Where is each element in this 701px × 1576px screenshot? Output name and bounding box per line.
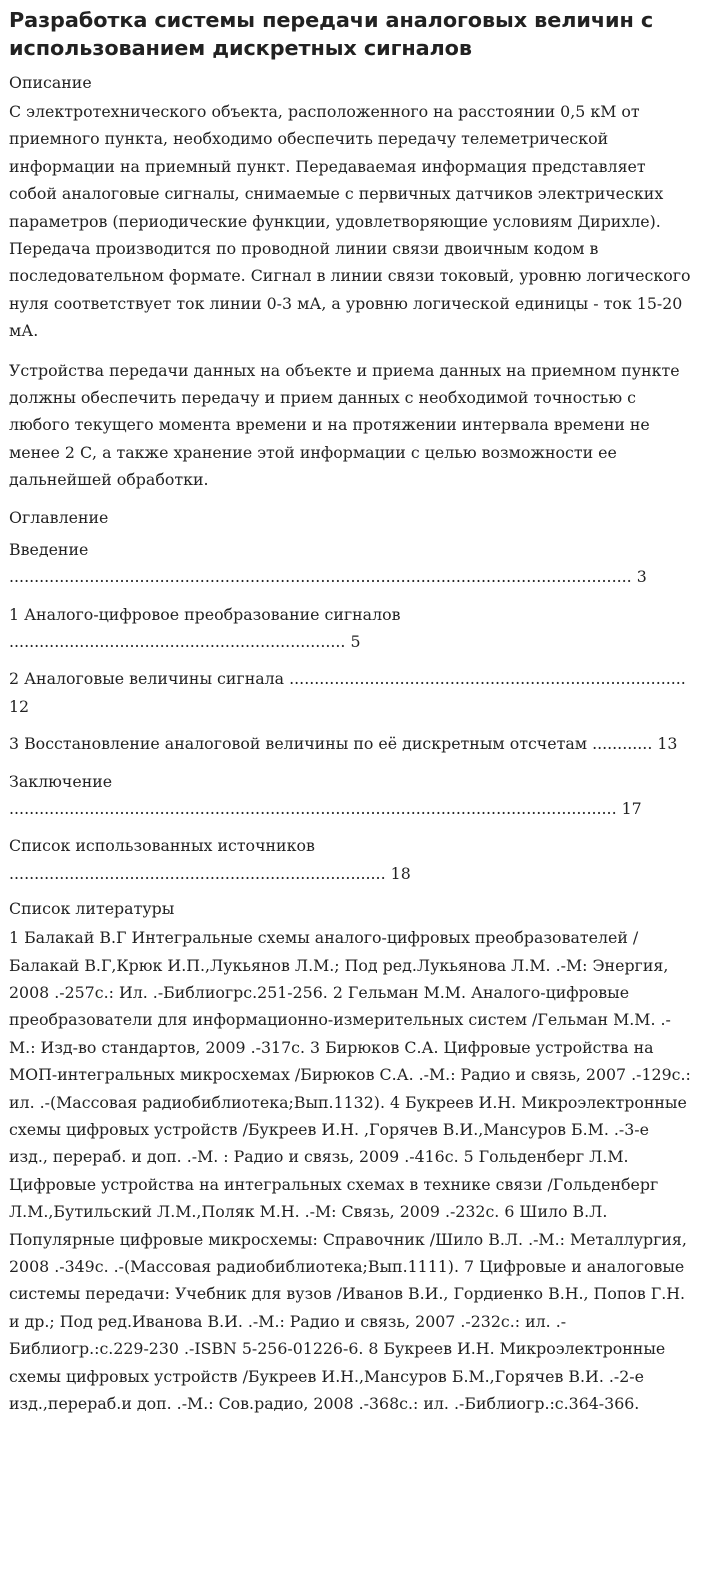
description-heading: Описание <box>9 73 92 92</box>
toc-entry-leader: ............................................................................................................................ <box>9 567 632 587</box>
description-paragraph: С электротехнического объекта, расположенного на расстоянии 0,5 кМ от приемного пункта, необходимо обеспечить передачу телеметрической информации на приемный пункт. Передаваемая информация представляет собой аналоговые сигналы, снимаемые с первичных датчиков электрических параметров (периодические функции, удовлетворяющие условиям Дирихле). Передача производится по проводной линии связи двоичным кодом в последовательном формате. Сигнал в линии связи токовый, уровню логического нуля соответствует ток линии 0-3 мА, а уровню логической единицы - ток 15-20 мА. <box>9 102 691 341</box>
literature-section <box>9 897 691 1417</box>
toc-entry-page: 17 <box>621 798 642 818</box>
toc-entry[interactable] <box>9 601 691 656</box>
toc-heading: Оглавление <box>9 507 109 527</box>
toc-entry-leader: ......................................................................................................................... <box>9 798 617 818</box>
toc-entry-page: 5 <box>350 631 361 651</box>
description-section <box>9 71 691 494</box>
toc-entry[interactable] <box>9 665 691 720</box>
toc-entry-leader: ............................................................................... <box>289 669 686 689</box>
toc-entry-page: 13 <box>657 734 678 754</box>
page-title: Разработка системы передачи аналоговых величин с использованием дискретных сигналов <box>9 8 654 60</box>
toc-entry[interactable] <box>9 768 691 823</box>
toc-entry-page: 3 <box>636 567 647 587</box>
toc-entry-label: 3 Восстановление аналоговой величины по её дискретным отсчетам <box>9 734 588 754</box>
toc-entry-leader: ................................................................... <box>9 631 346 651</box>
literature-heading: Список литературы <box>9 899 175 919</box>
toc-entry-label: Список использованных источников <box>9 836 315 856</box>
toc-entry[interactable] <box>9 832 691 887</box>
toc-entry-page: 18 <box>390 863 411 883</box>
toc-entry-label: Заключение <box>9 771 113 791</box>
literature-list: 1 Балакай В.Г Интегральные схемы аналого-цифровых преобразователей /Балакай В.Г,Крюк И.П.,Лукьянов Л.М.; Под ред.Лукьянова Л.М. .-М: Энергия, 2008 .-257с.: Ил. .-Библиогрс.251-256. 2 Гельман М.М. Аналого-цифровые преобразователи для информационно-измерительных систем /Гельман М.М. .-М.: Изд-во стандартов, 2009 .-317с. 3 Бирюков С.А. Цифровые устройства на МОП-интегральных микросхемах /Бирюков С.А. .-М.: Радио и связь, 2007 .-129с.: ил. .-(Массовая радиобиблиотека;Вып.1132). 4 Букреев И.Н. Микроэлектронные схемы цифровых устройств /Букреев И.Н. ,Горячев В.И.,Мансуров Б.М. .-3-е изд., перераб. и доп. .-М. : Радио и связь, 2009 .-416с. 5 Гольденберг Л.М. Цифровые устройства на интегральных схемах в технике связи /Гольденберг Л.М.,Бутильский Л.М.,Поляк М.Н. .-М: Связь, 2009 .-232с. 6 Шило В.Л. Популярные цифровые микросхемы: Справочник /Шило В.Л. .-М.: Металлургия, 2008 .-349с. .-(Массовая радиобиблиотека;Вып.1111). 7 Цифровые и аналоговые системы передачи: Учебник для вузов /Иванов В.И., Гордиенко В.Н., Попов Г.Н. и др.; Под ред.Иванова В.И. .-М.: Радио и связь, 2007 .-232с.: ил. .-Библиогр.:с.229-230 .-ISBN 5-256-01226-6. 8 Букреев И.Н. Микроэлектронные схемы цифровых устройств /Букреев И.Н.,Мансуров Б.М.,Горячев В.И. .-2-е изд.,перераб.и доп. .-М.: Сов.радио, 2008 .-368с.: ил. .-Библиогр.:с.364-366. <box>9 928 691 1414</box>
toc-entry-label: 2 Аналоговые величины сигнала <box>9 669 285 689</box>
toc-entry-page: 12 <box>9 696 30 716</box>
toc-entry-leader: ............ <box>592 734 653 754</box>
toc-entry[interactable] <box>9 536 691 591</box>
document-page <box>0 6 701 1417</box>
toc-entry[interactable] <box>9 730 691 757</box>
toc-entry-label: Введение <box>9 539 89 559</box>
description-paragraph: Устройства передачи данных на объекте и приема данных на приемном пункте должны обеспечить передачу и прием данных с необходимой точностью с любого текущего момента времени и на протяжении интервала времени не менее 2 С, а также хранение этой информации с целью возможности ее дальнейшей обработки. <box>9 360 680 490</box>
table-of-contents <box>9 506 691 887</box>
toc-entry-leader: ........................................................................... <box>9 863 386 883</box>
toc-entry-label: 1 Аналого-цифровое преобразование сигналов <box>9 604 401 624</box>
